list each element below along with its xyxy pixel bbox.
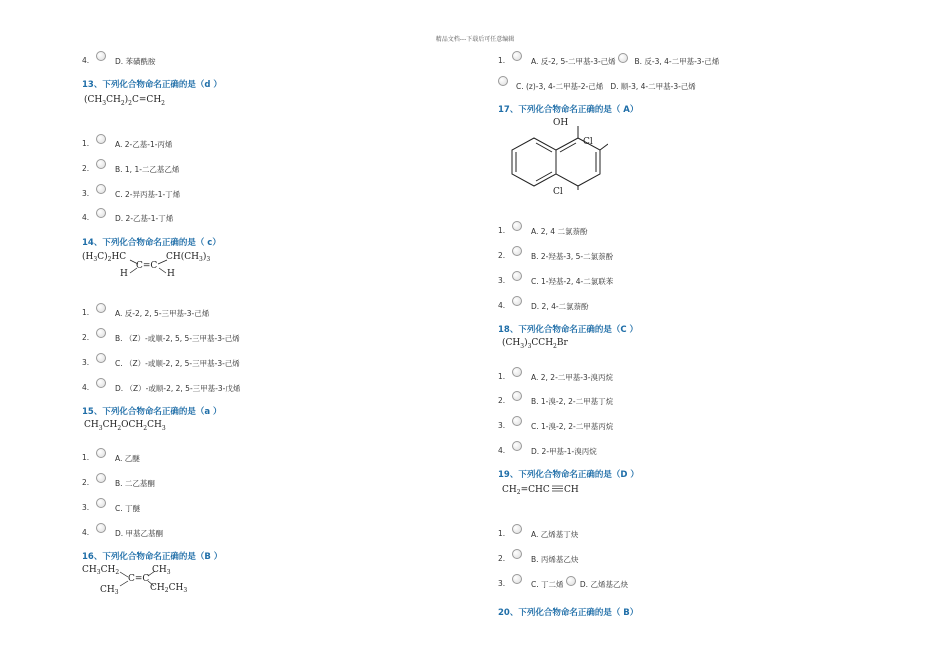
svg-text:Cl: Cl [583, 137, 593, 147]
svg-text:(H3C)2HC: $(H_3C)_2HC$ [82, 252, 127, 263]
option-text: D. 2-乙基-1-丁烯 [115, 214, 174, 223]
question-18-title: 18、下列化合物命名正确的是（C ） [498, 325, 639, 335]
formula-18: $(CH_3)_3CCH_2Br$ [502, 338, 568, 350]
option-number: 1. [498, 372, 506, 381]
svg-text:CH3CH2: $CH_3CH_2$ [82, 565, 120, 576]
option-number: 2. [82, 333, 90, 342]
svg-text:H: H [120, 269, 128, 279]
radio-button[interactable] [96, 353, 106, 363]
formula-13: $(CH_3CH_2)_2C=CH_2$ [84, 95, 165, 107]
radio-button[interactable] [96, 159, 106, 169]
option-number: 3. [82, 358, 90, 367]
radio-button[interactable] [512, 296, 522, 306]
option-text: C. 1-溴-2, 2-二甲基丙烷 [531, 422, 614, 431]
option-text: C. 2-异丙基-1-丁烯 [115, 190, 181, 199]
svg-text:C=C: C=C [136, 261, 158, 271]
svg-text:OH: OH [553, 118, 569, 128]
radio-button[interactable] [512, 271, 522, 281]
option-number: 1. [498, 529, 506, 538]
option-text: B. 丙烯基乙炔 [531, 555, 579, 564]
option-number: 4. [82, 528, 90, 537]
option-text: B. 1-溴-2, 2-二甲基丁烷 [531, 397, 614, 406]
option-number: 3. [498, 276, 506, 285]
option-text: A. 反-2, 5-二甲基-3-己烯 B. 反-3, 4-二甲基-3-己烯 [531, 56, 719, 67]
structure-16 [80, 562, 200, 598]
option-text: A. 乙醚 [115, 454, 140, 463]
radio-button[interactable] [96, 184, 106, 194]
structure-17-labels [550, 114, 600, 196]
svg-text:CH2=CHC: $CH_2=CHC$ [502, 485, 550, 496]
option-text: B. 2-羟基-3, 5-二氯萘酚 [531, 252, 614, 261]
option-number: 3. [498, 579, 506, 588]
option-number: 2. [82, 164, 90, 173]
radio-button[interactable] [512, 549, 522, 559]
option-number: 3. [82, 189, 90, 198]
radio-button[interactable] [566, 576, 576, 586]
option-number: 2. [82, 478, 90, 487]
option-text: A. 2, 4 二氯萘酚 [531, 227, 588, 236]
option-text: C. （Z）-或顺-2, 2, 5-三甲基-3-己烯 [115, 359, 240, 368]
radio-button[interactable] [512, 391, 522, 401]
radio-button[interactable] [498, 76, 508, 86]
svg-text:CH3: $CH_3$ [152, 565, 171, 576]
option-text: C. (z)-3, 4-二甲基-2-己烯 D. 顺-3, 4-二甲基-3-己烯 [516, 82, 696, 91]
option-text: C. 丁醚 [115, 504, 141, 513]
option-text: A. 2, 2-二甲基-3-溴丙烷 [531, 373, 613, 382]
option-number: 1. [498, 226, 506, 235]
radio-button[interactable] [96, 523, 106, 533]
option-number: 4. [498, 301, 506, 310]
radio-button[interactable] [96, 328, 106, 338]
radio-button[interactable] [96, 208, 106, 218]
option-number: 1. [82, 453, 90, 462]
option-number: 4. [82, 56, 90, 65]
formula-19 [500, 481, 590, 497]
radio-button[interactable] [512, 221, 522, 231]
svg-text:CH: CH [564, 485, 579, 495]
svg-text:Cl: Cl [553, 187, 563, 196]
svg-text:H: H [167, 269, 175, 279]
radio-button[interactable] [512, 441, 522, 451]
radio-button[interactable] [96, 303, 106, 313]
radio-button[interactable] [96, 473, 106, 483]
question-20-title: 20、下列化合物命名正确的是（ B） [498, 608, 639, 618]
question-16-title: 16、下列化合物命名正确的是（B ） [82, 552, 223, 562]
radio-button[interactable] [96, 134, 106, 144]
radio-button[interactable] [96, 448, 106, 458]
svg-text:C=C: C=C [128, 574, 150, 584]
option-text: D. （Z）-或顺-2, 2, 5-三甲基-3-戊烯 [115, 384, 241, 393]
svg-text:CH(CH3)3: $CH(CH_3)_3$ [166, 252, 211, 263]
option-number: 2. [498, 251, 506, 260]
option-text: A. 2-乙基-1-丙烯 [115, 140, 173, 149]
option-number: 2. [498, 396, 506, 405]
radio-button[interactable] [512, 524, 522, 534]
option-text: C. 丁二烯 D. 乙烯基乙炔 [531, 579, 628, 590]
option-number: 1. [82, 308, 90, 317]
option-text: B. 1, 1-二乙基乙烯 [115, 165, 180, 174]
option-text: A. 乙烯基丁炔 [531, 530, 579, 539]
radio-button[interactable] [96, 498, 106, 508]
option-number: 4. [498, 446, 506, 455]
option-number: 4. [82, 383, 90, 392]
radio-button[interactable] [512, 416, 522, 426]
option-text: D. 2-甲基-1-溴丙烷 [531, 447, 597, 456]
radio-button[interactable] [96, 378, 106, 388]
option-number: 3. [498, 421, 506, 430]
option-text: C. 1-羟基-2, 4-二氯联苯 [531, 277, 614, 286]
svg-text:CH3: $CH_3$ [100, 585, 119, 596]
option-number: 2. [498, 554, 506, 563]
option-text: D. 甲基乙基酮 [115, 529, 164, 538]
svg-text:CH2CH3: $CH_2CH_3$ [150, 583, 188, 594]
option-text: D. 苯磺酰胺 [115, 57, 156, 66]
radio-button[interactable] [512, 574, 522, 584]
option-number: 1. [82, 139, 90, 148]
option-number: 1. [498, 56, 506, 65]
option-number: 3. [82, 503, 90, 512]
question-19-title: 19、下列化合物命名正确的是（D ） [498, 470, 639, 480]
option-text: D. 2, 4-二氯萘酚 [531, 302, 589, 311]
question-17-title: 17、下列化合物命名正确的是（ A） [498, 105, 639, 115]
radio-button[interactable] [618, 53, 628, 63]
radio-button[interactable] [512, 51, 522, 61]
radio-button[interactable] [512, 367, 522, 377]
question-13-title: 13、下列化合物命名正确的是（d ） [82, 80, 222, 90]
radio-button[interactable] [512, 246, 522, 256]
option-text: A. 反-2, 2, 5-三甲基-3-己烯 [115, 309, 210, 318]
radio-button[interactable] [96, 51, 106, 61]
structure-14 [80, 249, 220, 279]
question-15-title: 15、下列化合物命名正确的是（a ） [82, 407, 222, 417]
option-number: 4. [82, 213, 90, 222]
option-text: B. 二乙基酮 [115, 479, 155, 488]
question-14-title: 14、下列化合物命名正确的是（ c） [82, 238, 221, 248]
page-header: 精品文档---下载后可任意编辑 [435, 36, 515, 43]
formula-15: $CH_3CH_2OCH_2CH_3$ [84, 420, 166, 432]
option-text: B. （Z）-或顺-2, 5, 5-三甲基-3-己烯 [115, 334, 240, 343]
